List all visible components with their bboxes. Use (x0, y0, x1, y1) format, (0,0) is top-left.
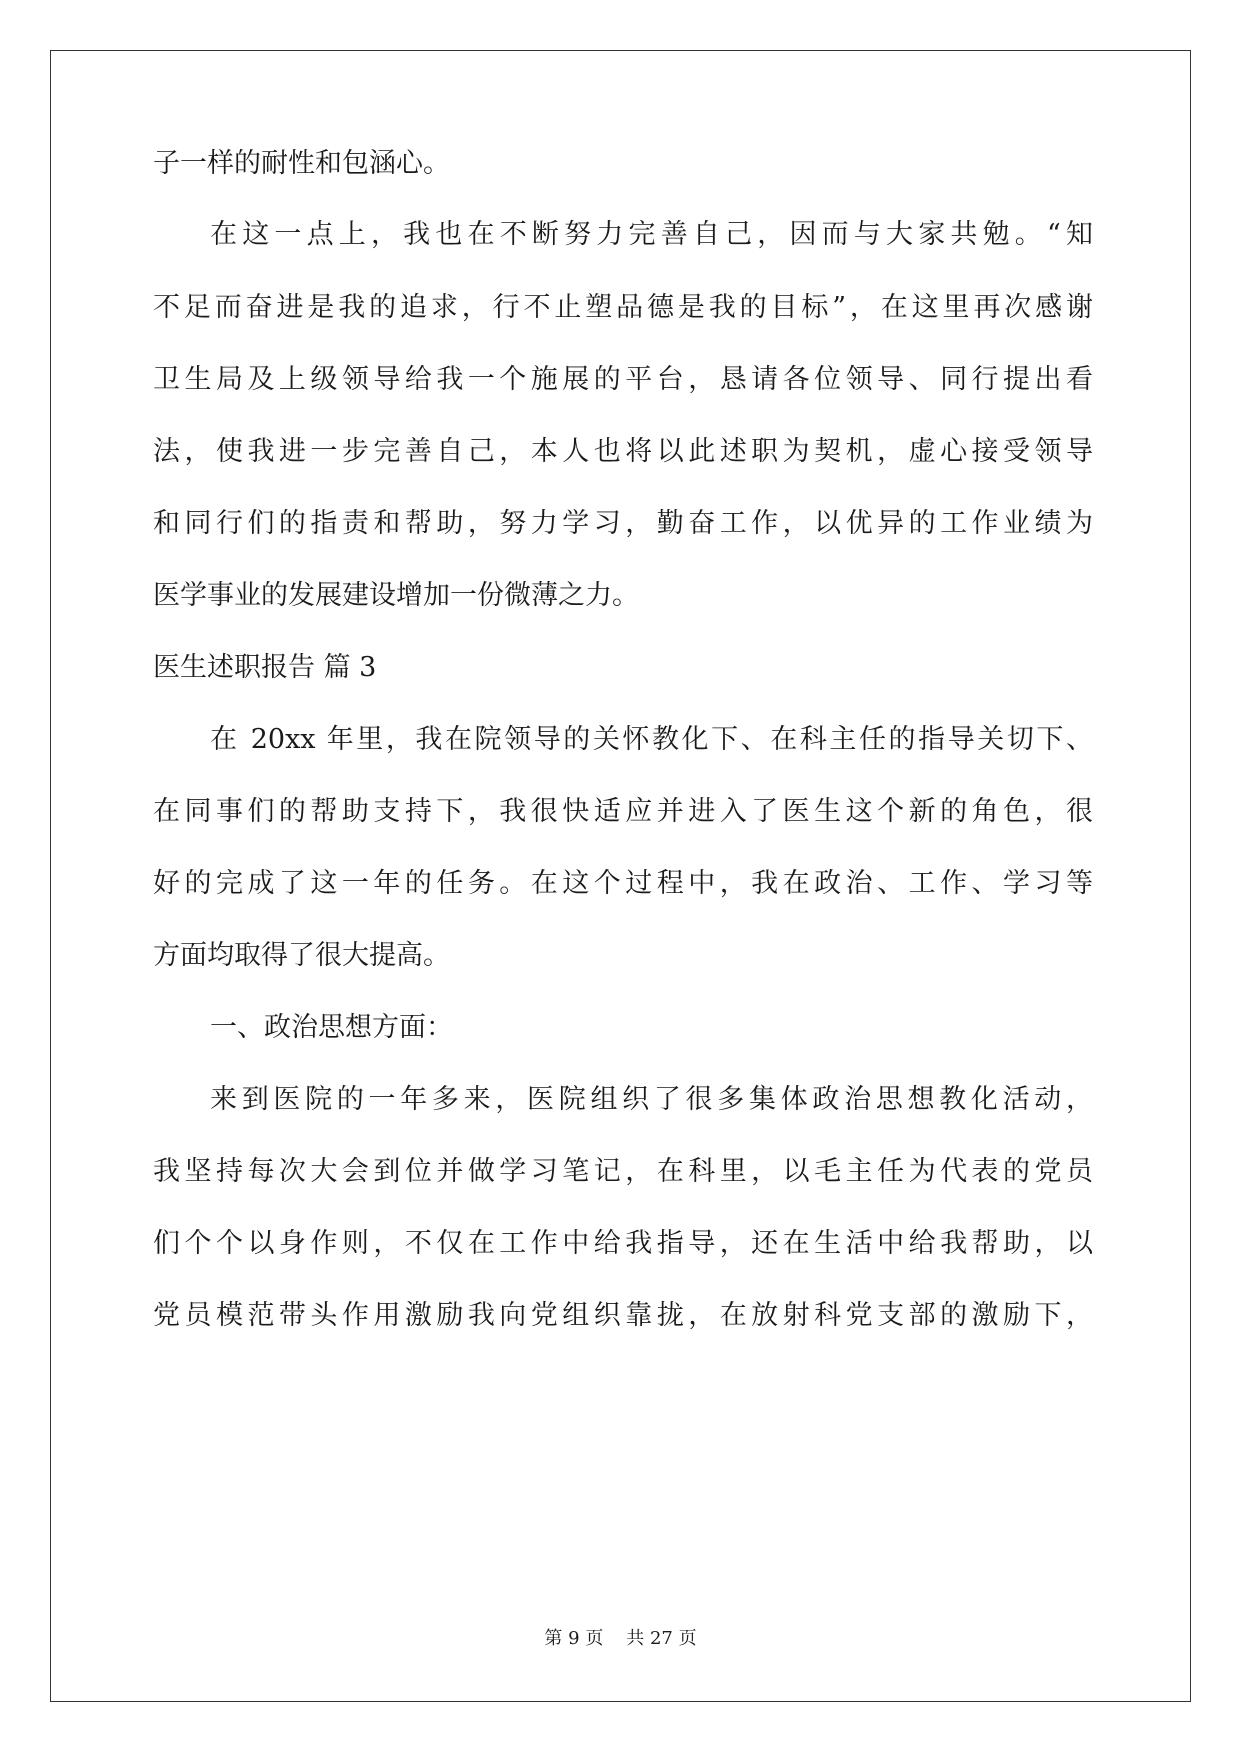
subsection-heading: 一、政治思想方面： (210, 1012, 453, 1043)
page-footer (0, 1627, 1241, 1651)
section-heading: 医生述职报告 篇 3 (153, 652, 377, 683)
text-line: 和同行们的指责和帮助，努力学习，勤奋工作，以优异的工作业绩为 (153, 508, 1093, 539)
text-line: 在这一点上，我也在不断努力完善自己，因而与大家共勉。“知 (210, 219, 1093, 250)
text-line: 来到医院的一年多来，医院组织了很多集体政治思想教化活动， (210, 1084, 1093, 1115)
page-number: 第 9 页 (544, 1628, 604, 1649)
text-line: 在同事们的帮助支持下，我很快适应并进入了医生这个新的角色，很 (153, 796, 1093, 827)
text-line: 不足而奋进是我的追求，行不止塑品德是我的目标”，在这里再次感谢 (153, 292, 1093, 323)
text-line: 医学事业的发展建设增加一份微薄之力。 (153, 580, 639, 611)
text-line: 好的完成了这一年的任务。在这个过程中，我在政治、工作、学习等 (153, 868, 1093, 899)
text-line: 我坚持每次大会到位并做学习笔记，在科里，以毛主任为代表的党员 (153, 1156, 1093, 1187)
text-line: 党员模范带头作用激励我向党组织靠拢，在放射科党支部的激励下， (153, 1300, 1093, 1331)
text-line: 法，使我进一步完善自己，本人也将以此述职为契机，虚心接受领导 (153, 436, 1093, 467)
text-line: 子一样的耐性和包涵心。 (153, 148, 450, 179)
text-line: 方面均取得了很大提高。 (153, 940, 450, 971)
text-line: 卫生局及上级领导给我一个施展的平台，恳请各位领导、同行提出看 (153, 364, 1093, 395)
text-line: 们个个以身作则，不仅在工作中给我指导，还在生活中给我帮助，以 (153, 1228, 1093, 1259)
page-total: 共 27 页 (626, 1628, 697, 1649)
text-line: 在 20xx 年里，我在院领导的关怀教化下、在科主任的指导关切下、 (210, 724, 1093, 755)
